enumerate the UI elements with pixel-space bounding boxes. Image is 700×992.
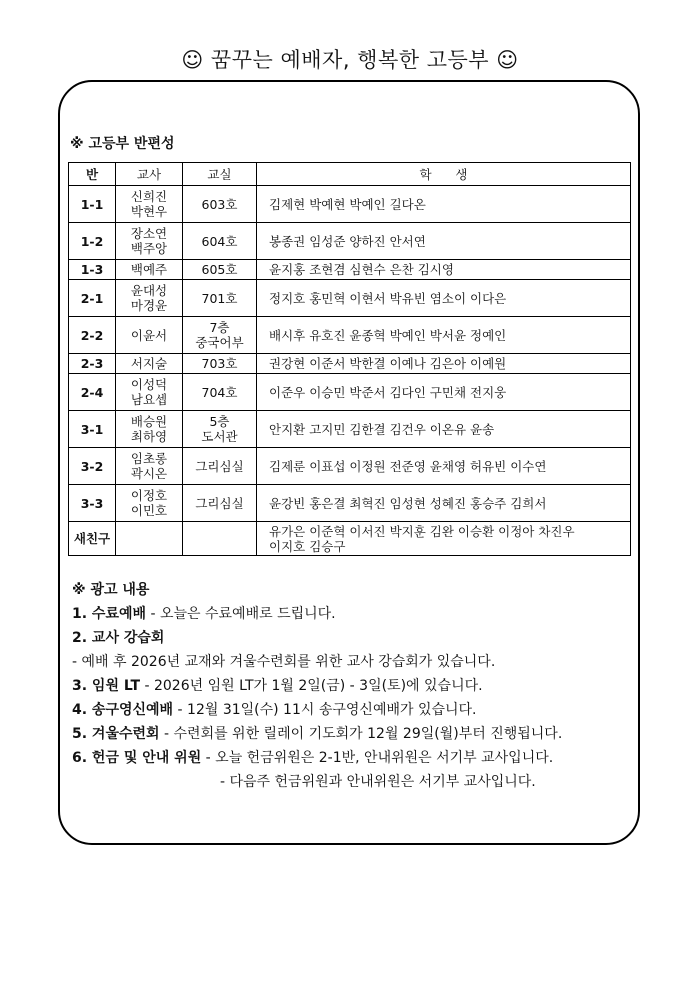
- room-cell: 701호: [183, 280, 257, 317]
- students-cell: 유가은 이준혁 이서진 박지훈 김완 이승환 이정아 차진우 이지호 김승구: [257, 522, 631, 556]
- table-row: [69, 223, 631, 260]
- ads-list: [72, 602, 632, 794]
- announcement-heading: 4. 송구영신예배: [72, 702, 174, 718]
- announcement-heading: 2. 교사 강습회: [72, 630, 165, 646]
- announcement-line: [72, 722, 632, 746]
- announcement-text: - 오늘은 수료예배로 드립니다.: [146, 606, 336, 622]
- ads-section-title: ※ 광고 내용: [72, 582, 150, 598]
- table-row: [69, 374, 631, 411]
- announcement-line: [72, 602, 632, 626]
- announcement-heading: 6. 헌금 및 안내 위원: [72, 750, 202, 766]
- table-row: [69, 317, 631, 354]
- roster-body: [69, 186, 631, 556]
- teacher-cell: 이정호 이민호: [116, 485, 183, 522]
- roster-section-title: ※ 고등부 반편성: [70, 136, 175, 152]
- class-cell: 3-2: [69, 448, 116, 485]
- students-cell: 윤지홍 조현겸 심현수 은찬 김시영: [257, 260, 631, 280]
- announcement-text: - 수련회를 위한 릴레이 기도회가 12월 29일(월)부터 진행됩니다.: [159, 726, 563, 742]
- teacher-cell: 이성덕 남요셉: [116, 374, 183, 411]
- teacher-cell: 신희진 박현우: [116, 186, 183, 223]
- col-header-class: 반: [69, 163, 116, 186]
- announcement-heading: 1. 수료예배: [72, 606, 147, 622]
- room-cell: 5층 도서관: [183, 411, 257, 448]
- teacher-cell: 장소연 백주앙: [116, 223, 183, 260]
- room-cell: 그리심실: [183, 448, 257, 485]
- table-row: [69, 186, 631, 223]
- class-cell: 2-2: [69, 317, 116, 354]
- announcement-heading: 3. 임원 LT: [72, 678, 141, 694]
- announcement-text: - 2026년 임원 LT가 1월 2일(금) - 3일(토)에 있습니다.: [140, 678, 483, 694]
- announcement-text: - 오늘 헌금위원은 2-1반, 안내위원은 서기부 교사입니다.: [201, 750, 554, 766]
- students-cell: 김제룬 이표섭 이정원 전준영 윤채영 허유빈 이수연: [257, 448, 631, 485]
- table-row: [69, 354, 631, 374]
- room-cell: 704호: [183, 374, 257, 411]
- teacher-cell: 이윤서: [116, 317, 183, 354]
- announcements: [72, 578, 632, 794]
- col-header-room: 교실: [183, 163, 257, 186]
- students-cell: 정지호 홍민혁 이현서 박유빈 염소이 이다은: [257, 280, 631, 317]
- students-cell: 봉종권 임성준 양하진 안서연: [257, 223, 631, 260]
- room-cell: 703호: [183, 354, 257, 374]
- students-cell: 김제현 박예현 박예인 길다온: [257, 186, 631, 223]
- room-cell: 그리심실: [183, 485, 257, 522]
- table-row: [69, 522, 631, 556]
- students-cell: 이준우 이승민 박준서 김다인 구민채 전지웅: [257, 374, 631, 411]
- announcement-heading: 5. 겨울수련회: [72, 726, 160, 742]
- teacher-cell: 백예주: [116, 260, 183, 280]
- teacher-cell: 윤대성 마경윤: [116, 280, 183, 317]
- page-title: ☺ 꿈꾸는 예배자, 행복한 고등부 ☺: [181, 48, 519, 72]
- class-cell: 1-2: [69, 223, 116, 260]
- room-cell: 7층 중국어부: [183, 317, 257, 354]
- announcement-line: [72, 674, 632, 698]
- announcement-line: [72, 626, 632, 650]
- room-cell: 603호: [183, 186, 257, 223]
- table-row: [69, 260, 631, 280]
- class-cell: 1-3: [69, 260, 116, 280]
- class-cell: 2-1: [69, 280, 116, 317]
- announcement-line: [72, 650, 632, 674]
- announcement-text: - 예배 후 2026년 교재와 겨울수련회를 위한 교사 강습회가 있습니다.: [72, 654, 496, 670]
- class-cell: 1-1: [69, 186, 116, 223]
- class-roster-table: [68, 162, 631, 556]
- announcement-line: [72, 746, 632, 770]
- students-cell: 안지환 고지민 김한결 김건우 이온유 윤송: [257, 411, 631, 448]
- table-row: [69, 411, 631, 448]
- class-cell: 2-3: [69, 354, 116, 374]
- room-cell: 605호: [183, 260, 257, 280]
- class-cell: 새친구: [69, 522, 116, 556]
- table-row: [69, 280, 631, 317]
- teacher-cell: 임초롱 곽시온: [116, 448, 183, 485]
- table-header-row: [69, 163, 631, 186]
- room-cell: [183, 522, 257, 556]
- class-cell: 3-1: [69, 411, 116, 448]
- students-cell: 배시후 유호진 윤종혁 박예인 박서윤 정예인: [257, 317, 631, 354]
- col-header-students: 학 생: [257, 163, 631, 186]
- teacher-cell: [116, 522, 183, 556]
- class-cell: 2-4: [69, 374, 116, 411]
- announcement-text: - 12월 31일(수) 11시 송구영신예배가 있습니다.: [173, 702, 477, 718]
- announcement-line: [72, 770, 632, 794]
- table-row: [69, 485, 631, 522]
- class-cell: 3-3: [69, 485, 116, 522]
- teacher-cell: 배승원 최하영: [116, 411, 183, 448]
- students-cell: 권강현 이준서 박한결 이예나 김은아 이예원: [257, 354, 631, 374]
- announcement-line: [72, 698, 632, 722]
- col-header-teacher: 교사: [116, 163, 183, 186]
- students-cell: 윤강빈 홍은결 최혁진 임성현 성혜진 홍승주 김희서: [257, 485, 631, 522]
- table-row: [69, 448, 631, 485]
- room-cell: 604호: [183, 223, 257, 260]
- teacher-cell: 서지술: [116, 354, 183, 374]
- announcement-text: - 다음주 헌금위원과 안내위원은 서기부 교사입니다.: [220, 774, 536, 790]
